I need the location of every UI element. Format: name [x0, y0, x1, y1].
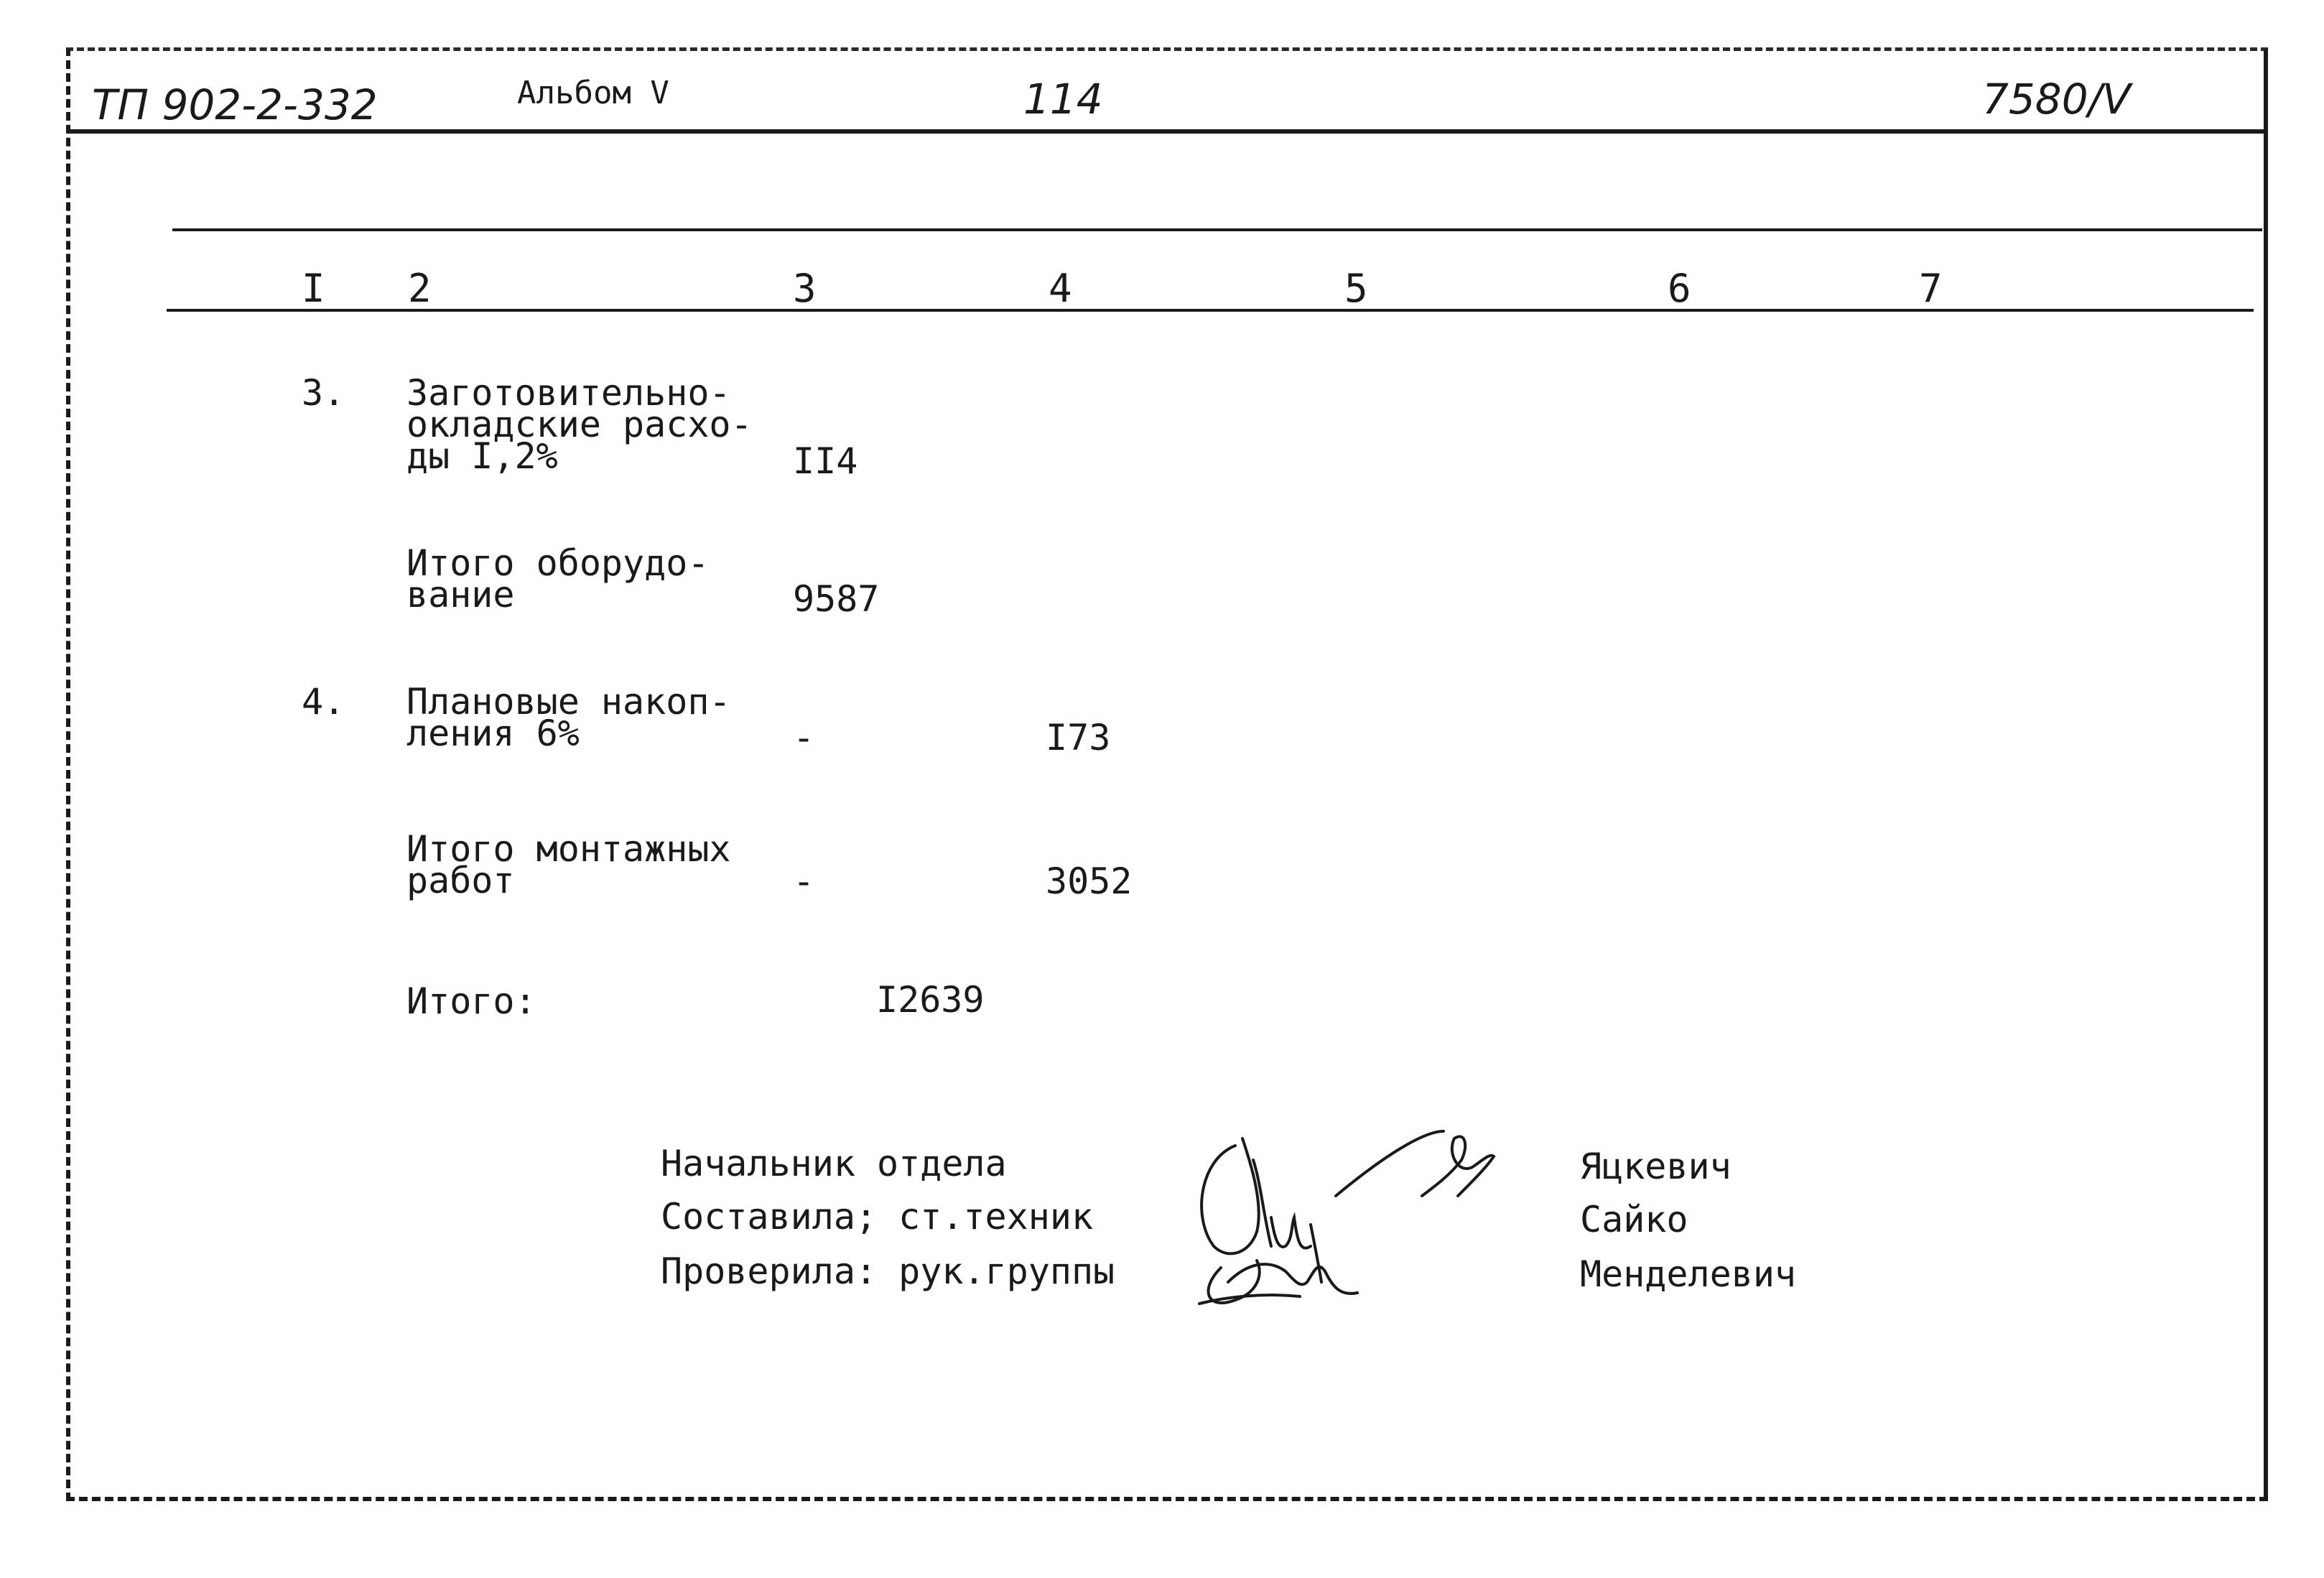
- row-name: Заготовительно- окладские расхо- ды I,2%: [406, 372, 753, 477]
- row-value-col4: 3052: [1046, 860, 1133, 902]
- document-code: ТП 902-2-332: [92, 80, 378, 129]
- header-divider: [66, 129, 2268, 134]
- column-number-1: I: [302, 266, 325, 311]
- row-name: Плановые накоп- ления 6%: [406, 681, 731, 754]
- page-number: 114: [1023, 75, 1103, 124]
- table-top-rule: [172, 228, 2262, 231]
- row-value-col3: -: [793, 717, 815, 758]
- row-number: 4.: [302, 681, 345, 723]
- signature-name-checker: Менделевич: [1580, 1253, 1797, 1295]
- total-value: I2639: [876, 979, 985, 1021]
- column-number-4: 4: [1049, 266, 1072, 311]
- signature-role-compiler: Составила; ст.техник: [661, 1196, 1094, 1238]
- handwritten-signatures: [1185, 1117, 1558, 1332]
- signature-role-head: Начальник отдела: [661, 1143, 1007, 1184]
- sheet-number: 7580/V: [1982, 75, 2131, 124]
- row-number: 3.: [302, 372, 345, 414]
- signature-role-checker: Проверила: рук.группы: [661, 1250, 1115, 1292]
- row-value-col3: -: [793, 860, 815, 902]
- column-number-6: 6: [1668, 266, 1691, 311]
- column-number-2: 2: [408, 266, 432, 311]
- album-label: Альбом V: [517, 75, 669, 111]
- signature-name-head: Яцкевич: [1580, 1146, 1732, 1187]
- column-number-7: 7: [1919, 266, 1943, 311]
- column-number-3: 3: [793, 266, 817, 311]
- total-label: Итого:: [406, 980, 536, 1022]
- row-value-col3: II4: [793, 440, 858, 482]
- row-name: Итого оборудо- вание: [406, 542, 710, 616]
- row-value-col3: 9587: [793, 578, 880, 620]
- signature-name-compiler: Сайко: [1580, 1199, 1688, 1240]
- row-value-col4: I73: [1046, 717, 1111, 758]
- column-number-5: 5: [1344, 266, 1368, 311]
- row-name: Итого монтажных работ: [406, 828, 731, 901]
